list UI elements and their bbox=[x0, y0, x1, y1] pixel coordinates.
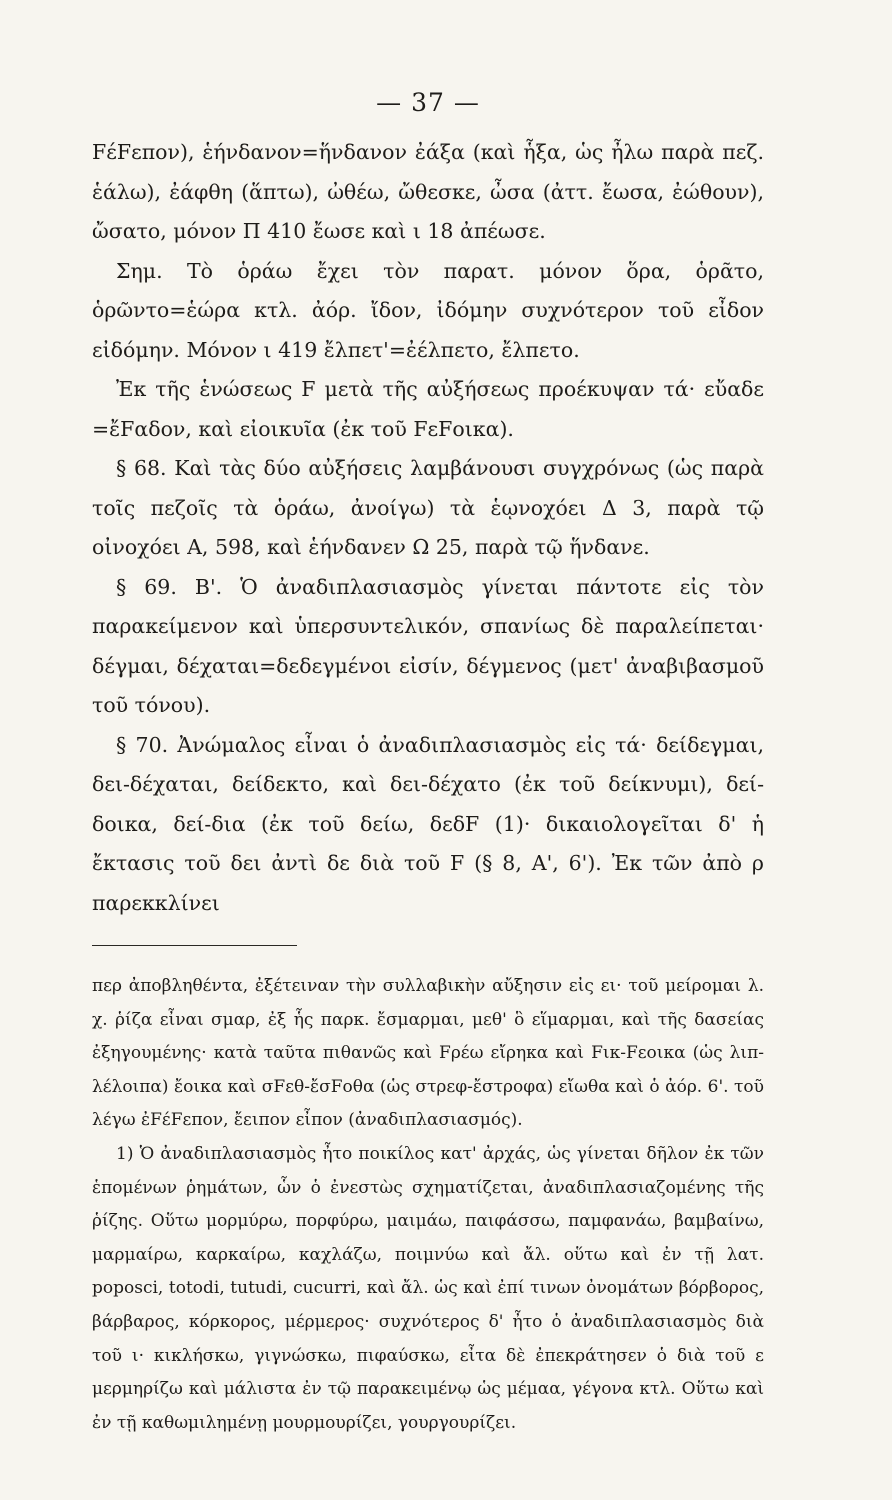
footnote-1: 1) Ὁ ἀναδιπλασιασμὸς ἦτο ποικίλος κατ' ἀρχάς, ὡς γίνεται δῆλον ἐκ τῶν ἑπομένων ῥημάτων, ὧν ὁ ἐνεστὼς σχηματίζεται, ἀναδιπλασιαζομένης τῆς ῥίζης. Οὕτω μορμύρω, πορφύρω, μαιμάω, παιφάσσω, παμφανάω, βαμβαίνω, μαρμαίρω, καρκαίρω, καχλάζω, ποιμνύω καὶ ἄλ. οὕτω καὶ ἐν τῇ λατ. poposci, totodi, tutudi, cucurri, καὶ ἄλ. ὡς καὶ ἐπί τινων ὀνομάτων βόρβορος, βάρβαρος, κόρκορος, μέρμερος· συχνότερος δ' ἦτο ὁ ἀναδιπλασιασμὸς διὰ τοῦ ι· κικλήσκω, γιγνώσκω, πιφαύσκω, εἶτα δὲ ἐπεκράτησεν ὁ διὰ τοῦ ε μερμηρίζω καὶ μάλιστα ἐν τῷ παρακειμένῳ ὡς μέμαα, γέγονα κτλ. Οὕτω καὶ ἐν τῇ καθωμιλημένῃ μουρμουρίζει, γουργουρίζει. bbox=[92, 1143, 764, 1433]
section-69: § 69. Β'. Ὁ ἀναδιπλασιασμὸς γίνεται πάντοτε εἰς τὸν παρακείμενον καὶ ὑπερσυντελικόν, σπανίως δὲ παραλείπεται· δέγμαι, δέχαται=δεδεγμένοι εἰσίν, δέγμενος (μετ' ἀναβιβασμοῦ τοῦ τόνου). bbox=[92, 574, 764, 717]
main-text bbox=[92, 133, 764, 923]
paragraph-continuation: FέFεπον), ἑήνδανον=ἥνδανον ἐάξα (καὶ ἧξα, ὡς ἦλω παρὰ πεζ. ἑάλω), ἐάφθη (ἅπτω), ὠθέω, ὤθεσκε, ὦσα (ἀττ. ἔωσα, ἐώθουν), ὤσατο, μόνον Π 410 ἔωσε καὶ ι 18 ἀπέωσε. bbox=[92, 140, 764, 243]
footnote-continuation: περ ἀποβληθέντα, ἐξέτειναν τὴν συλλαβικὴν αὔξησιν εἰς ει· τοῦ μείρομαι λ. χ. ῥίζα εἶναι σμαρ, ἐξ ἧς παρκ. ἔσμαρμαι, μεθ' ὃ εἵμαρμαι, καὶ τῆς δασείας ἐξηγουμένης· κατὰ ταῦτα πιθανῶς καὶ Fρέω εἴρηκα καὶ Fικ-Fεοικα (ὡς λιπ-λέλοιπα) ἔοικα καὶ σFεθ-ἔσFοθα (ὡς στρεφ-ἔστροφα) εἴωθα καὶ ὁ ἀόρ. 6'. τοῦ λέγω ἐFέFεπον, ἔειπον εἶπον (ἀναδιπλασιασμός). bbox=[92, 976, 764, 1131]
page-number: — 37 — bbox=[376, 88, 480, 117]
paragraph-note-orao: Σημ. Τὸ ὁράω ἔχει τὸν παρατ. μόνον ὅρα, ὁρᾶτο, ὁρῶντο=ἑώρα κτλ. ἀόρ. ἴδον, ἰδόμην συχνότερον τοῦ εἶδον εἰδόμην. Μόνον ι 419 ἔλπετ'=ἐέλπετο, ἔλπετο. bbox=[92, 258, 764, 362]
footnotes bbox=[92, 970, 764, 1440]
section-70: § 70. Ἀνώμαλος εἶναι ὁ ἀναδιπλασιασμὸς εἰς τά· δείδεγμαι, δει-δέχαται, δείδεκτο, καὶ δει-δέχατο (ἐκ τοῦ δείκνυμι), δεί-δοικα, δεί-δια (ἐκ τοῦ δείω, δεδF (1)· δικαιολογεῖται δ' ἡ ἔκτασις τοῦ δει ἀντὶ δε διὰ τοῦ F (§ 8, Α', 6'). Ἐκ τῶν ἀπὸ ρ παρεκκλίνει bbox=[92, 732, 764, 915]
footnote-divider bbox=[92, 945, 297, 946]
section-68: § 68. Καὶ τὰς δύο αὐξήσεις λαμβάνουσι συγχρόνως (ὡς παρὰ τοῖς πεζοῖς τὰ ὁράω, ἀνοίγω) τὰ ἑῳνοχόει Δ 3, παρὰ τῷ οἰνοχόει Α, 598, καὶ ἑήνδανεν Ω 25, παρὰ τῷ ἥνδανε. bbox=[92, 456, 764, 559]
book-page bbox=[92, 88, 764, 1440]
paragraph-digamma: Ἐκ τῆς ἑνώσεως F μετὰ τῆς αὐξήσεως προέκυψαν τά· εὔαδε =ἔFαδον, καὶ εἰοικυῖα (ἐκ τοῦ FεFοικα). bbox=[92, 377, 764, 441]
